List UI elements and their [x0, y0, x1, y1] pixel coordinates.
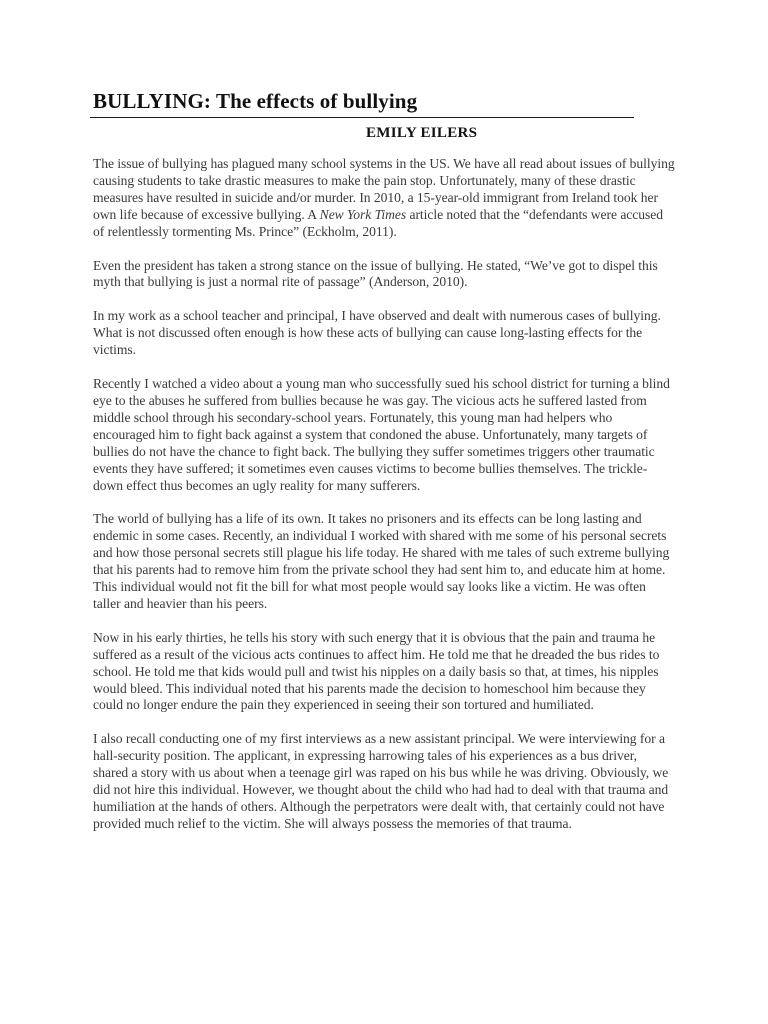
paragraph-1-text-start: The issue of bullying has plagued many school systems in the US. We have all read about issues of bullying causing students to take drastic measures to make the pain stop. Unfortunately, many of these drastic measures have resulted in suicide and/or murder. In 2010, a 15-year-old immigrant from Ireland took her own life because of excessive bullying. A	[93, 156, 675, 222]
paragraph-4: Recently I watched a video about a young man who successfully sued his school district for turning a blind eye to the abuses he suffered from bullies because he was gay. The vicious acts he suffered lasted from middle school through his secondary-school years. Fortunately, this young man had helpers who encouraged him to fight back against a system that condoned the abuse. Unfortunately, many targets of bullies do not have the chance to fight back. The bullying they suffer sometimes triggers other traumatic events they have suffered; it sometimes even causes victims to become bullies themselves. The trickle-down effect thus becomes an ugly reality for many sufferers.	[93, 376, 670, 493]
paragraph-6: Now in his early thirties, he tells his story with such energy that it is obvious that the pain and trauma he suffered as a result of the vicious acts continues to affect him. He told me that he dreaded the bus rides to school. He told me that kids would pull and twist his nipples on a daily basis so that, at times, his nipples would bleed. This individual noted that his parents made the decision to homeschool him because they could no longer endure the pain they experienced in seeing their son tortured and humiliated.	[93, 629, 660, 713]
document-body	[93, 156, 675, 850]
document-title: BULLYING: The effects of bullying	[93, 89, 418, 113]
paragraph-3: In my work as a school teacher and principal, I have observed and dealt with numerous cases of bullying. What is not discussed often enough is how these acts of bullying can cause long-lasting effects for the victims.	[93, 308, 661, 358]
paragraph-1	[93, 156, 675, 241]
paragraph-2: Even the president has taken a strong stance on the issue of bullying. He stated, “We’ve got to dispel this myth that bullying is just a normal rite of passage” (Anderson, 2010).	[93, 257, 658, 290]
paragraph-1-text-end: article noted that the “defendants were accused of relentlessly tormenting Ms. Prince” (Eckholm, 2011).	[93, 206, 663, 239]
newspaper-name: New York Times	[319, 206, 407, 222]
title-divider	[90, 117, 634, 118]
paragraph-7: I also recall conducting one of my first interviews as a new assistant principal. We were interviewing for a hall-security position. The applicant, in expressing harrowing tales of his experiences as a bus driver, shared a story with us about when a teenage girl was raped on his bus while he was driving. Obviously, we did not hire this individual. However, we thought about the child who had had to deal with that trauma and humiliation at the hands of others. Although the perpetrators were dealt with, that certainly could not have provided much relief to the victim. She will always possess the memories of that trauma.	[93, 731, 669, 831]
author-name: EMILY EILERS	[366, 125, 478, 141]
paragraph-5: The world of bullying has a life of its own. It takes no prisoners and its effects can be long lasting and endemic in some cases. Recently, an individual I worked with shared with me some of his personal secrets and how those personal secrets still plague his life today. He shared with me tales of such extreme bullying that his parents had to remove him from the private school they had sent him to, and educate him at home. This individual would not fit the bill for what most people would say looks like a victim. He was often taller and heavier than his peers.	[93, 511, 670, 611]
